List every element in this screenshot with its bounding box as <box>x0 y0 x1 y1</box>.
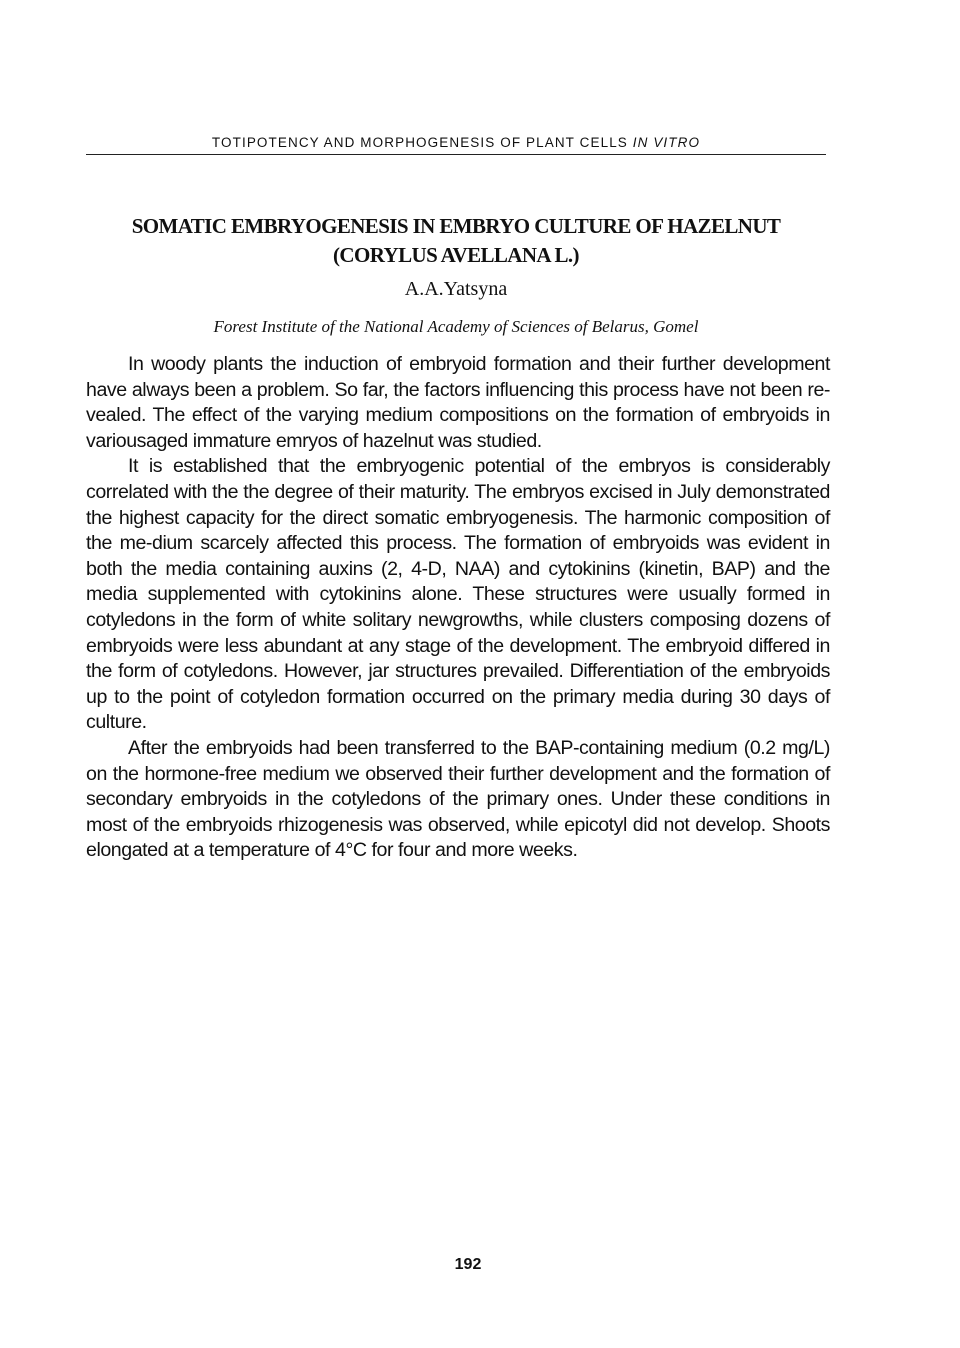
affiliation: Forest Institute of the National Academy of Sciences of Belarus, Gomel <box>213 317 699 336</box>
title-line-1: SOMATIC EMBRYOGENESIS IN EMBRYO CULTURE OF HAZELNUT <box>131 214 781 238</box>
article-title <box>86 212 826 270</box>
paragraph-1: In woody plants the induction of embryoid formation and their further development have always been a problem. So far, the factors influencing this process have not been re-vealed. The effect of the varying medium compositions on the formation of embryoids in variousaged immature emryos of hazelnut was studied. <box>86 353 830 452</box>
article-body <box>86 352 830 864</box>
paragraph-3: After the embryoids had been transferred to the BAP-containing medium (0.2 mg/L) on the hormone-free medium we observed their further development and the formation of secondary embryoids in the cotyledons of the primary ones. Under these conditions in most of the embryoids rhizogenesis was observed, while epicotyl did not develop. Shoots elongated at a temperature of 4°C for four and more weeks. <box>86 736 830 862</box>
author: A.A.Yatsyna <box>404 278 508 300</box>
paragraph-2: It is established that the embryogenic potential of the embryos is considerably correlated with the the degree of their maturity. The embryos excised in July demonstrated the highest capacity for the direct somatic embryogenesis. The harmonic composition of the me-dium scarcely affected this process. The formation of embryoids was evident in both the media containing auxins (2, 4-D, NAA) and cytokinins (kinetin, BAP) and the media supplemented with cytokinins alone. These structures were usually formed in cotyledons in the form of white solitary newgrowths, while clusters composing dozens of embryoids were less abundant at any stage of the development. The embryoid differed in the form of cotyledons. However, jar structures prevailed. Differentiation of the embryoids up to the point of cotyledon formation occurred on the primary media during 30 days of culture. <box>86 455 830 734</box>
title-line-2: (CORYLUS AVELLANA L.) <box>333 243 579 267</box>
running-head <box>86 134 826 155</box>
page-number: 192 <box>454 1256 482 1273</box>
running-head-italic: IN VITRO <box>632 135 701 150</box>
running-head-text: TOTIPOTENCY AND MORPHOGENESIS OF PLANT CELLS <box>211 135 633 150</box>
